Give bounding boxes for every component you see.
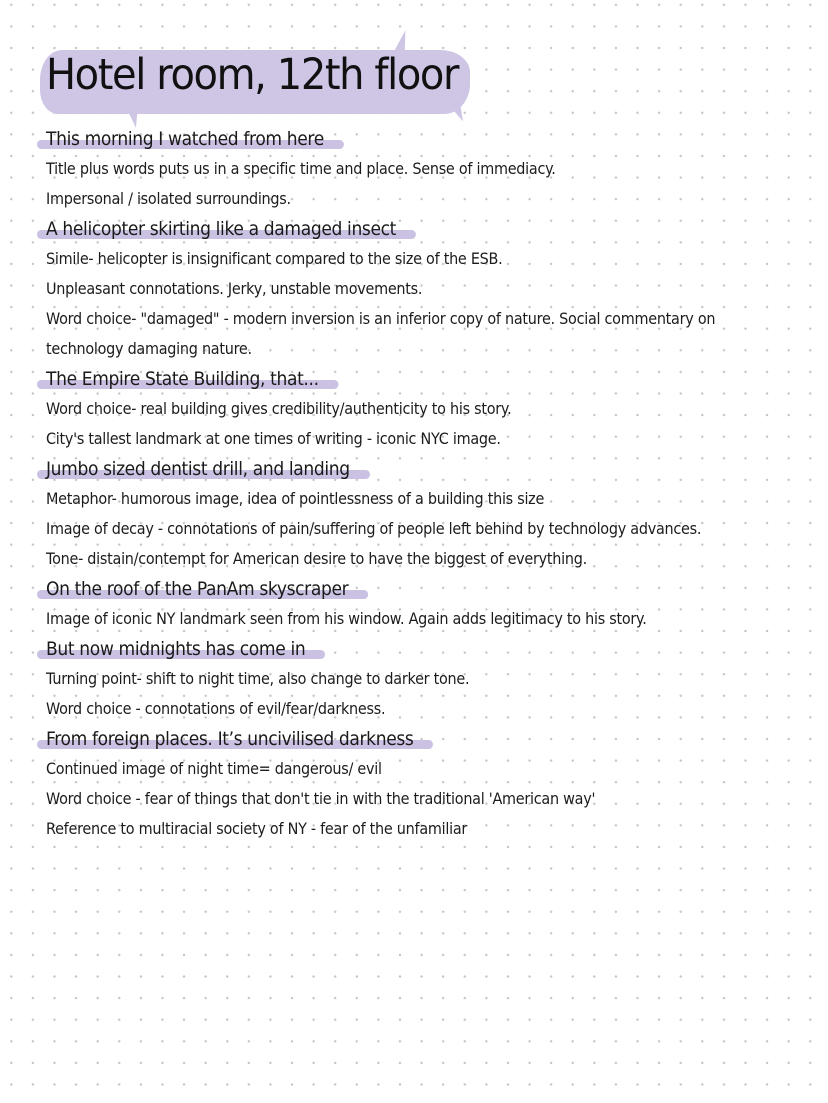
note-line: Unpleasant connotations. Jerky, unstable movements. <box>46 279 423 298</box>
note-line: Word choice- "damaged" - modern inversion is an inferior copy of nature. Social commentary on <box>46 309 716 328</box>
page-title: Hotel room, 12th floor <box>46 50 459 100</box>
annotation-section <box>46 454 806 574</box>
quote-heading: From foreign places. It’s uncivilised darkness <box>46 724 413 754</box>
note-line: Image of decay - connotations of pain/suffering of people left behind by technology advances. <box>46 519 702 538</box>
note-line: Continued image of night time= dangerous/ evil <box>46 759 382 778</box>
note-line: Word choice - fear of things that don't tie in with the traditional 'American way' <box>46 789 596 808</box>
title-highlight-stroke <box>453 107 466 123</box>
annotation-section <box>46 124 806 214</box>
note-line: Reference to multiracial society of NY - fear of the unfamiliar <box>46 819 468 838</box>
annotation-section <box>46 574 806 634</box>
note-line: City's tallest landmark at one times of writing - iconic NYC image. <box>46 429 501 448</box>
note-line: Metaphor- humorous image, idea of pointlessness of a building this size <box>46 489 545 508</box>
annotation-list <box>46 124 806 844</box>
quote-heading: On the roof of the PanAm skyscraper <box>46 574 348 604</box>
note-line: Turning point- shift to night time, also change to darker tone. <box>46 669 470 688</box>
note-line: Simile- helicopter is insignificant compared to the size of the ESB. <box>46 249 503 268</box>
note-line: Title plus words puts us in a specific time and place. Sense of immediacy. <box>46 159 556 178</box>
note-line: Word choice- real building gives credibility/authenticity to his story. <box>46 399 512 418</box>
note-line: Tone- distain/contempt for American desire to have the biggest of everything. <box>46 549 587 568</box>
note-line: Image of iconic NY landmark seen from his window. Again adds legitimacy to his story. <box>46 609 647 628</box>
note-line: Impersonal / isolated surroundings. <box>46 189 291 208</box>
quote-heading: But now midnights has come in <box>46 634 305 664</box>
note-line: technology damaging nature. <box>46 339 252 358</box>
annotation-section <box>46 364 806 454</box>
quote-heading: This morning I watched from here <box>46 124 324 154</box>
note-line: Word choice - connotations of evil/fear/darkness. <box>46 699 386 718</box>
annotation-section <box>46 724 806 844</box>
quote-heading: A helicopter skirting like a damaged insect <box>46 214 396 244</box>
annotation-section <box>46 214 806 364</box>
annotation-section <box>46 634 806 724</box>
title-block <box>36 30 476 120</box>
quote-heading: The Empire State Building, that... <box>46 364 319 394</box>
quote-heading: Jumbo sized dentist drill, and landing <box>46 454 350 484</box>
